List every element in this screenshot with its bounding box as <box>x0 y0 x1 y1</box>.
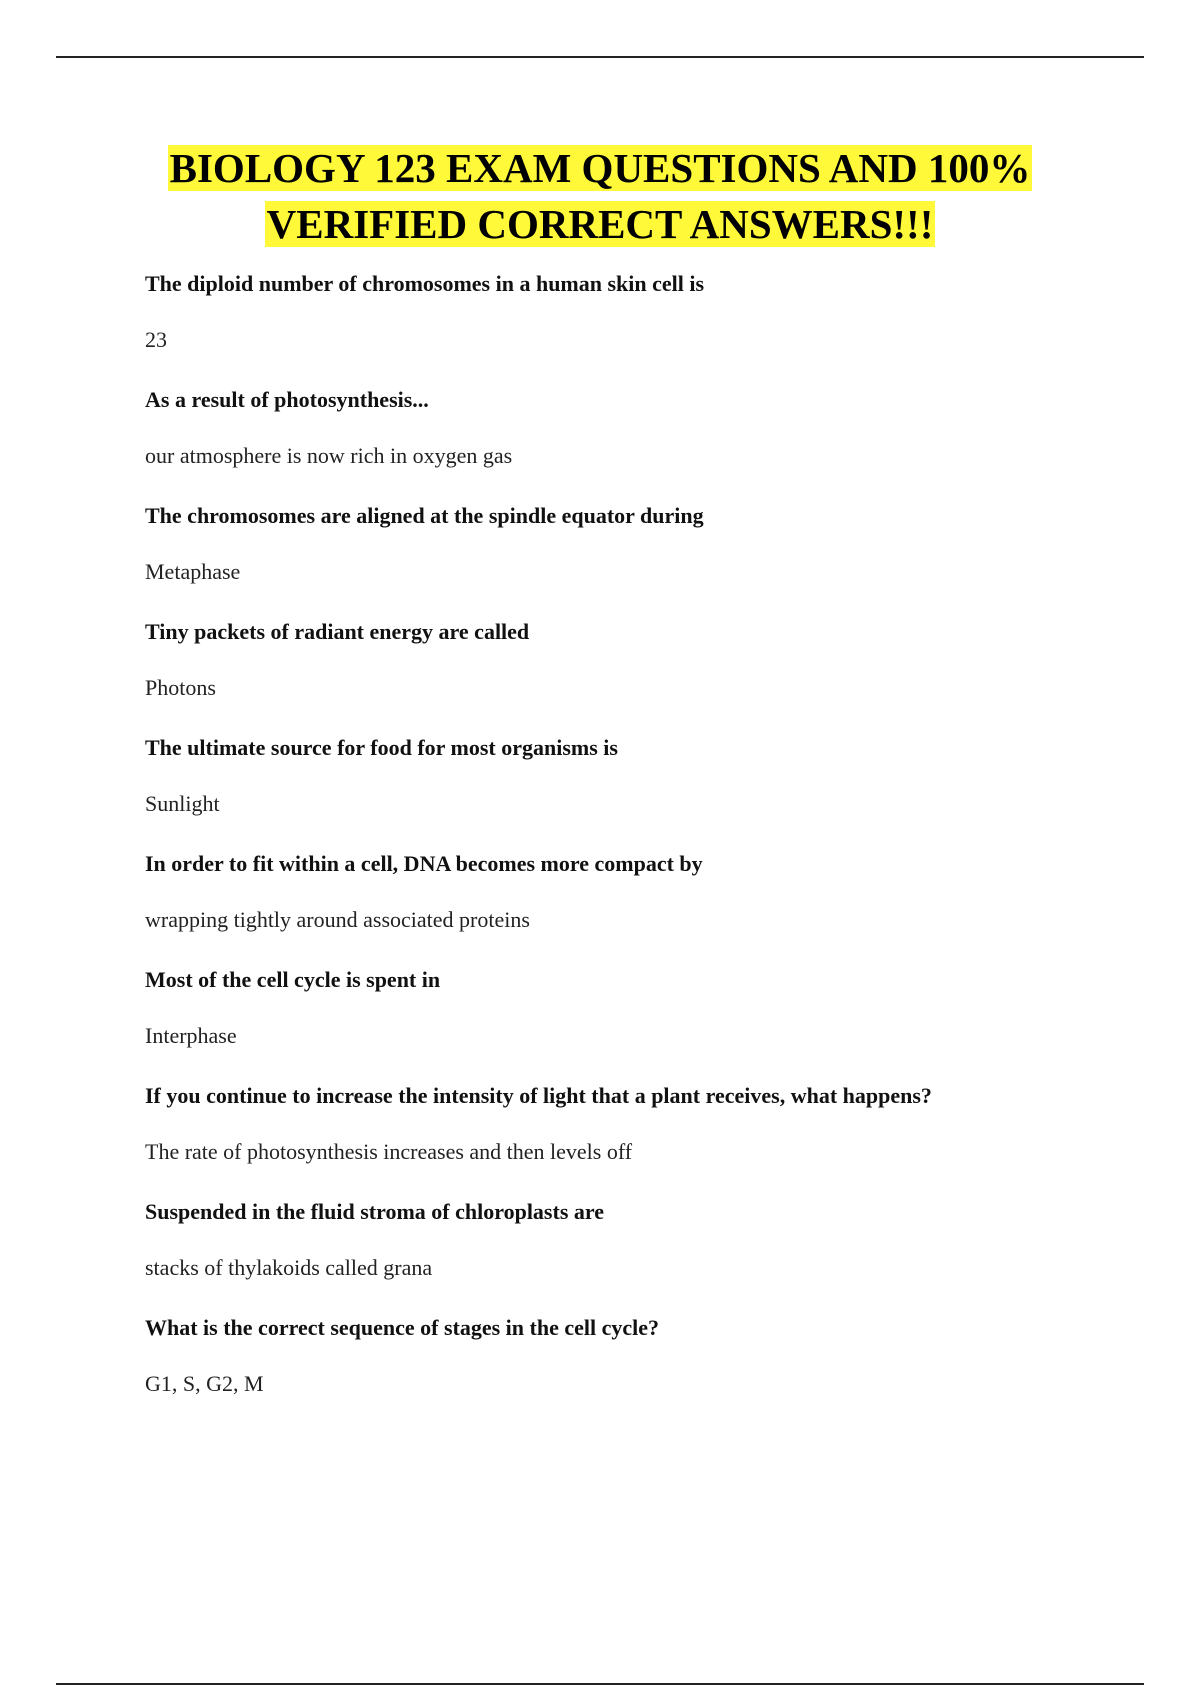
answer-text: Sunlight <box>145 791 220 816</box>
question-text: In order to fit within a cell, DNA becomes more compact by <box>145 851 703 876</box>
qa-item <box>145 264 1085 380</box>
answer-text: wrapping tightly around associated proteins <box>145 907 530 932</box>
document-title <box>56 140 1144 252</box>
title-line-2: VERIFIED CORRECT ANSWERS!!! <box>266 201 934 247</box>
answer-text: G1, S, G2, M <box>145 1371 264 1396</box>
question-text: Suspended in the fluid stroma of chloroplasts are <box>145 1199 605 1224</box>
qa-item <box>145 380 1085 496</box>
qa-list <box>145 264 1085 1424</box>
title-line-1: BIOLOGY 123 EXAM QUESTIONS AND 100% <box>169 145 1031 191</box>
qa-item <box>145 844 1085 960</box>
question-text: The ultimate source for food for most organisms is <box>145 735 618 760</box>
qa-item <box>145 1308 1085 1424</box>
qa-item <box>145 496 1085 612</box>
qa-item <box>145 1192 1085 1308</box>
bottom-rule <box>56 1683 1144 1685</box>
answer-text: Interphase <box>145 1023 237 1048</box>
answer-text: our atmosphere is now rich in oxygen gas <box>145 443 513 468</box>
answer-text: Photons <box>145 675 216 700</box>
question-text: If you continue to increase the intensity of light that a plant receives, what happens? <box>145 1083 932 1108</box>
qa-item <box>145 1076 1085 1192</box>
question-text: Tiny packets of radiant energy are called <box>145 619 530 644</box>
qa-item <box>145 728 1085 844</box>
answer-text: 23 <box>145 327 167 352</box>
question-text: The chromosomes are aligned at the spindle equator during <box>145 503 704 528</box>
question-text: Most of the cell cycle is spent in <box>145 967 441 992</box>
question-text: What is the correct sequence of stages in the cell cycle? <box>145 1315 660 1340</box>
answer-text: The rate of photosynthesis increases and then levels off <box>145 1139 633 1164</box>
question-text: As a result of photosynthesis... <box>145 387 429 412</box>
top-rule <box>56 56 1144 58</box>
qa-item <box>145 960 1085 1076</box>
qa-item <box>145 612 1085 728</box>
answer-text: Metaphase <box>145 559 241 584</box>
answer-text: stacks of thylakoids called grana <box>145 1255 433 1280</box>
question-text: The diploid number of chromosomes in a human skin cell is <box>145 271 705 296</box>
